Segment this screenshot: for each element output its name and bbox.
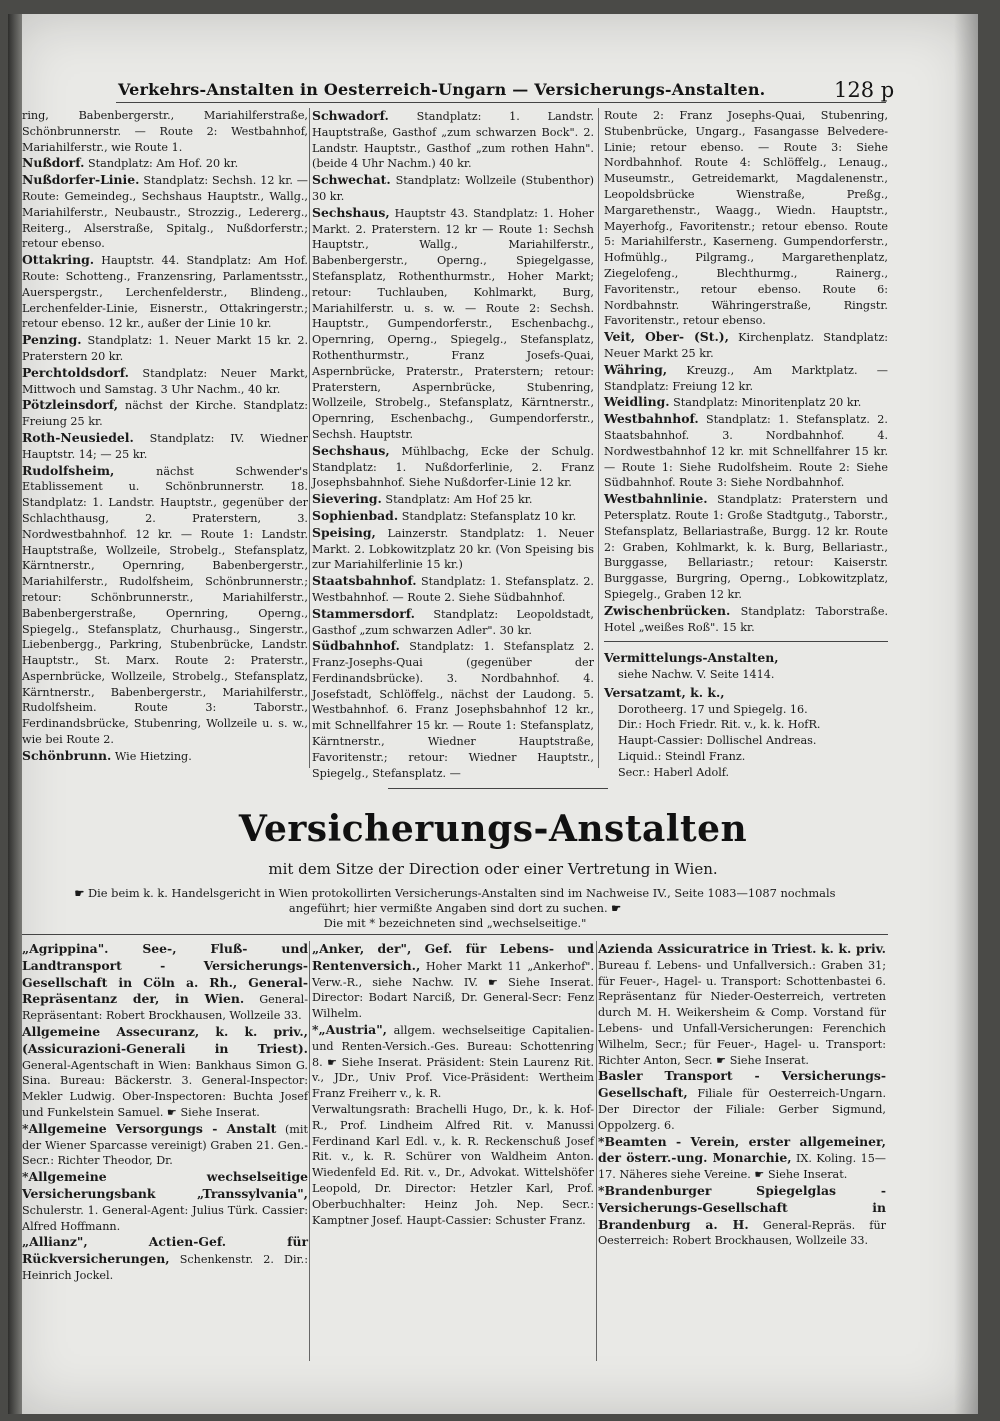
- entry: [22, 430, 308, 463]
- entry-text: allgem. wechselseitige Capitalien- und Renten-Versich.-Ges. Bureau: Schottenring 8. ☛ Siehe Inserat. Präsident: Stein Laurenz Rit. v., JDr., Univ Prof. Vice-Präsident: Wertheim Franz Freiherr v., k. R.: [312, 1023, 594, 1101]
- entry: [22, 365, 308, 398]
- header-rule: [116, 102, 886, 103]
- entry-title: Schwechat.: [312, 172, 391, 188]
- column-2: [312, 108, 594, 781]
- entry-title: Sechshaus,: [312, 204, 390, 220]
- insurance-column-3: [598, 941, 886, 1249]
- entry-text: Standplatz: Stefansplatz 10 kr.: [401, 509, 577, 523]
- entry-text: nächst der Kirche. Standplatz: Freiung 25 kr.: [22, 399, 308, 429]
- entry-title: Allgemeine Assecuranz, k. k. priv., (Assicurazioni-Generali in Triest).: [22, 1023, 308, 1056]
- entry: [22, 397, 308, 430]
- entry-text: Standplatz: IV. Wiedner Hauptstr. 14; — 25 kr.: [22, 431, 309, 461]
- entry-text: General-Agentschaft in Wien: Bankhaus Simon G. Sina. Bureau: Bäckerstr. 3. General-Inspector: Mekler Ludwig. Ober-Inspectoren: Buchta Josef und Funkelstein Samuel. ☛ Siehe Inserat.: [22, 1058, 308, 1119]
- entry: [22, 172, 308, 252]
- entry-title: Ottakring.: [22, 252, 95, 268]
- pointing-hand-icon: ☛: [74, 887, 85, 900]
- entry: [22, 332, 308, 365]
- entry-title: Versatzamt, k. k.,: [604, 684, 725, 700]
- entry: [598, 1134, 886, 1183]
- column-3-entries: [604, 108, 888, 635]
- entry-text: Standplatz: Leopoldstadt, Gasthof „zum schwarzen Adler". 30 kr.: [312, 607, 594, 637]
- entry-text: IX. Koling. 15—17. Näheres siehe Vereine. ☛ Siehe Inserat.: [598, 1152, 886, 1182]
- entry-title: Zwischenbrücken.: [604, 602, 731, 618]
- entry-text: Wie Hietzing.: [114, 749, 192, 763]
- entry-title: Nußdorfer-Linie.: [22, 172, 140, 188]
- entry-text: siehe Nachw. V. Seite 1414.: [618, 668, 775, 682]
- entry-title: „Anker, der", Gef. für Lebens- und Rentenversich.,: [312, 941, 594, 973]
- entry-title: *Allgemeine Versorgungs - Anstalt: [22, 1120, 277, 1136]
- entry-text: Liquid.: Steindl Franz.: [618, 750, 746, 764]
- entry-text: Standplatz: 1. Stefansplatz. 2. Westbahnhof. — Route 2. Siehe Südbahnhof.: [312, 575, 594, 604]
- entry-text: Schulerstr. 1. General-Agent: Julius Türk. Cassier: Alfred Hoffmann.: [22, 1203, 308, 1233]
- entry: [22, 1121, 308, 1169]
- running-header: Verkehrs-Anstalten in Oesterreich-Ungarn — Versicherungs-Anstalten.: [118, 80, 766, 99]
- entry-text: Hoher Markt 11 „Ankerhof". Verw.-R., siehe Nachw. IV. ☛ Siehe Inserat. Director: Bodart Narciß, Dr. General-Secr: Fenz Wilhelm.: [312, 959, 594, 1021]
- entry-title: Schönbrunn.: [22, 747, 112, 763]
- entry: [22, 463, 308, 748]
- column-3: [604, 108, 888, 781]
- entry: [312, 508, 594, 525]
- entry-title: *Beamten - Verein, erster allgemeiner, der österr.-ung. Monarchie,: [598, 1133, 886, 1166]
- entry-title: Sophienbad.: [312, 507, 399, 523]
- entry: [312, 172, 594, 205]
- entry: [604, 650, 888, 667]
- entry-text: nächst Schwender's Etablissement u. Schönbrunnerstr. 18. Standplatz: 1. Landstr. Hauptstr., gegenüber der Schlachthausg, 2. Praterstern, 3. Nordwestbahnhof. 12 kr. — Route 1: Landstr. Hauptstraße, Wollzeile, Strobelg., Stefansplatz, Kärntnerstr., Opernring, Babenbergerstr., Mariahilferstr., Rudolfsheim, Schönbrunnerstr.; retour: Schönbrunnerstr., Mariahilferstr., Babenbergerstraße, Opernring, Operng., Spiegelg., Stefansplatz, Churhausg., Singerstr., Liebenbergg., Parkring, Stubenbrücke, Landstr. Hauptstr., St. Marx. Route 2: Praterstr., Aspernbrücke, Wollzeile, Strobelg., Stefansplatz, Kärntnerstr., Babenbergerstr., Mariahilferstr., Rudolfsheim. Route 3: Taborstr., Ferdinandsbrücke, Stubenring, Wollzeile u. s. w., wie bei Route 2.: [22, 464, 308, 747]
- entry: [312, 205, 594, 443]
- entry-title: Schwadorf.: [312, 108, 389, 123]
- book-spine-shadow: [8, 14, 22, 1414]
- entry: [312, 491, 594, 508]
- entry: [22, 1024, 308, 1121]
- entry-text: Standplatz: Taborstraße. Hotel „weißes Roß". 15 kr.: [604, 604, 889, 634]
- entry-text: Verwaltungsrath: Brachelli Hugo, Dr., k. k. Hof-R., Prof. Lindheim Alfred Rit. v. Manussi Ferdinand Karl Edl. v., k. R. Reckenschuß Josef Rit. v., k. R. Schürer von Waldheim Anton. Wiedenfeld Ed. Rit. v., Dr., Advokat. Wittelshöfer Leopold, Dr. Director: Hetzler Karl, Prof. Oberbuchhalter: Heinz Joh. Nep. Secr.: Kamptner Josef. Haupt-Cassier: Schuster Franz.: [312, 1102, 594, 1227]
- entry-title: Währing,: [604, 361, 668, 377]
- entry-text: Dorotheerg. 17 und Spiegelg. 16.: [618, 702, 808, 716]
- note-line-2: angeführt; hier vermißte Angaben sind dort zu suchen.: [288, 901, 608, 915]
- entry-text: General-Repräs. für Oesterreich: Robert Brockhausen, Wollzeile 33.: [598, 1218, 887, 1248]
- entry-title: Veit, Ober- (St.),: [604, 329, 729, 345]
- entry-text: Standplatz: Minoritenplatz 20 kr.: [673, 396, 862, 410]
- entry: [312, 443, 594, 491]
- entry: [598, 1068, 886, 1133]
- entry-title: Südbahnhof.: [312, 638, 400, 654]
- entry: [604, 394, 888, 411]
- entry-text: Kreuzg., Am Marktplatz. — Standplatz: Freiung 12 kr.: [604, 363, 888, 393]
- column-divider: [309, 941, 310, 1361]
- entry: [312, 606, 594, 639]
- insurance-column-2: [312, 941, 594, 1228]
- page-edge-shadow: [954, 14, 978, 1414]
- entry-title: Basler Transport - Versicherungs-Gesellschaft,: [598, 1068, 886, 1101]
- entry-text: Mühlbachg, Ecke der Schulg. Standplatz: 1. Nußdorferlinie, 2. Franz Josephsbahnhof. Siehe Nußdorfer-Linie 12 kr.: [312, 444, 594, 490]
- entry-title: Speising,: [312, 524, 376, 540]
- entry-title: Perchtoldsdorf.: [22, 364, 129, 380]
- entry: [312, 1022, 594, 1102]
- entry-title: Sievering.: [312, 491, 382, 507]
- entry: [22, 941, 308, 1024]
- entry: [312, 108, 594, 172]
- entry-title: Westbahnlinie.: [604, 491, 708, 507]
- entry-text: General-Repräsentant: Robert Brockhausen, Wollzeile 33.: [22, 993, 308, 1023]
- entry: [22, 252, 308, 332]
- entry-text: Standplatz: Sechsh. 12 kr. — Route: Gemeindeg., Sechshaus Hauptstr., Wallg., Mariahilferstr., Neubaustr., Strozzig., Ledererg., Reiterg., Alserstraße, Spitalg., Nußdorferstr.; retour ebenso.: [22, 174, 308, 251]
- entry: [604, 362, 888, 395]
- section-note: [32, 886, 878, 931]
- entry-text: Lainzerstr. Standplatz: 1. Neuer Markt. 2. Lobkowitzplatz 20 kr. (Von Speising bis zur Mariahilferlinie 15 kr.): [312, 526, 594, 572]
- column-1: [22, 108, 308, 765]
- entry: [604, 685, 888, 702]
- entry-title: *Allgemeine wechselseitige Versicherungsbank „Transsylvania",: [22, 1169, 308, 1201]
- entry: [598, 941, 886, 1068]
- entry-text: Standplatz: 1. Stefansplatz 2. Franz-Josephs-Quai (gegenüber der Ferdinandsbrücke). 3. Nordbahnhof. 4. Josefstadt, Schlöffelg., nächst der Laudong. 5. Westbahnhof. 6. Franz Josephsbahnhof 12 kr., mit Schnellfahrer 15 kr. — Route 1: Stefansplatz, Kärntnerstr., Wiedner Hauptstraße, Favoritenstr.; retour: Wiedner Hauptstr., Spiegelg., Stefansplatz. —: [312, 640, 594, 780]
- entry-text: ring, Babenbergerstr., Mariahilferstraße, Schönbrunnerstr. — Route 2: Westbahnhof, Mariahilferstr., wie Route 1.: [22, 109, 308, 154]
- entry-text: Standplatz: Praterstern und Petersplatz. Route 1: Große Stadtgutg., Taborstr., Stefansplatz, Bellariastraße, Burgg. 12 kr. Route 2: Graben, Kohlmarkt, k. k. Burg, Bellariastr., Burggasse, Bellariastr.; retour: Kaiserstr. Burggasse, Burgring, Operng., Lobkowitzplatz, Spiegelg., Graben 12 kr.: [604, 493, 889, 601]
- entry-title: Azienda Assicuratrice in Triest. k. k. priv.: [598, 941, 886, 956]
- section-title: Versicherungs-Anstalten: [238, 808, 748, 850]
- pointing-hand-icon: ☛: [611, 902, 622, 915]
- entry: [604, 108, 888, 329]
- entry-title: Stammersdorf.: [312, 605, 415, 621]
- entry-title: „Allianz", Actien-Gef. für Rückversicherungen,: [22, 1234, 308, 1267]
- column-divider: [596, 941, 597, 1361]
- entry-text: Haupt-Cassier: Dollischel Andreas.: [618, 734, 817, 748]
- entry: [312, 525, 594, 573]
- entry-title: Penzing.: [22, 332, 82, 348]
- versatzamt-lines: [604, 702, 888, 781]
- note-line-3: Die mit * bezeichneten sind „wechselseitige.": [323, 916, 587, 930]
- insurance-column-1: [22, 941, 308, 1284]
- document-page: [8, 14, 978, 1414]
- section-rule: [22, 934, 888, 935]
- entry-text: Standplatz: Neuer Markt, Mittwoch und Samstag. 3 Uhr Nachm., 40 kr.: [22, 366, 308, 396]
- entry: [312, 573, 594, 606]
- entry: [604, 329, 888, 362]
- entry-title: Rudolfsheim,: [22, 462, 115, 478]
- entry-title: *Brandenburger Spiegelglas - Versicherungs-Gesellschaft in Brandenburg a. H.: [598, 1182, 886, 1232]
- entry-text: Dir.: Hoch Friedr. Rit. v., k. k. HofR.: [618, 718, 821, 732]
- entry: [312, 1102, 594, 1228]
- entry: [22, 155, 308, 172]
- section-subtitle: mit dem Sitze der Direction oder einer Vertretung in Wien.: [268, 860, 718, 878]
- entry-text: Standplatz: Am Hof. 20 kr.: [87, 157, 239, 171]
- entry-text: Standplatz: 1. Landstr. Hauptstraße, Gasthof „zum schwarzen Bock". 2. Landstr. Hauptstr., Gasthof „zum rothen Hahn". (beide 4 Uhr Nachm.) 40 kr.: [312, 110, 594, 171]
- entry: [22, 108, 308, 155]
- entry-title: Vermittelungs-Anstalten,: [604, 650, 779, 666]
- page-number: 128 p: [834, 78, 895, 102]
- entry-text: (mit der Wiener Sparcasse vereinigt) Graben 21. Gen.-Secr.: Richter Theodor, Dr.: [22, 1122, 308, 1168]
- entry: [312, 941, 594, 1022]
- note-line-1: Die beim k. k. Handelsgericht in Wien protokollirten Versicherungs-Anstalten sind im Nachweise IV., Seite 1083—1087 nochmals: [88, 886, 836, 900]
- entry-text: Standplatz: 1. Neuer Markt 15 kr. 2. Praterstern 20 kr.: [22, 334, 308, 363]
- entry-text: Filiale für Oesterreich-Ungarn. Der Director der Filiale: Gerber Sigmund, Oppolzerg. 6.: [598, 1087, 887, 1132]
- entry-text: Hauptstr 43. Standplatz: 1. Hoher Markt. 2. Praterstern. 12 kr — Route 1: Sechsh Hauptstr., Wallg., Mariahilferstr., Babenbergerstr., Operng., Spiegelgasse, Stefansplatz, Rothenthurmstr., Hoher Markt; retour: Tuchlauben, Kohlmarkt, Burg, Mariahilferstr. u. s. w. — Route 2: Sechsh. Hauptstr., Gumpendorferstr., Eschenbachg., Opernring, Operng., Spiegelg., Stefansplatz, Rothenthurmstr., Franz Josefs-Quai, Aspernbrücke, Praterstr., Praterstern; retour: Praterstern, Aspernbrücke, Stubenring, Wollzeile, Strobelg., Stefansplatz, Kärntnerstr., Opernring, Eschenbachg., Gumpendorferstr., Sechsh. Hauptstr.: [312, 206, 594, 441]
- entry-text: Secr.: Haberl Adolf.: [618, 765, 730, 779]
- entry-title: Staatsbahnhof.: [312, 573, 417, 589]
- entry-text: Schenkenstr. 2. Dir.: Heinrich Jockel.: [22, 1253, 308, 1282]
- entry-title: Roth-Neusiedel.: [22, 429, 134, 445]
- section-rule: [604, 641, 888, 642]
- section-divider: [388, 788, 608, 789]
- entry-title: „Agrippina". See-, Fluß- und Landtransport - Versicherungs-Gesellschaft in Cöln a. Rh., General-Repräsentanz der, in Wien.: [22, 941, 308, 1007]
- entry: [604, 603, 888, 636]
- entry-text: Standplatz: Am Hof 25 kr.: [385, 493, 533, 507]
- entry-text: Bureau f. Lebens- und Unfallversich.: Graben 31; für Feuer-, Hagel- u. Transport: Schottenbastei 6. Repräsentanz für Nieder-Oesterreich, vertreten durch M. H. Weikersheim & Comp. Vorstand für Lebens- und Unfall-Versicherungen: Ferenchich Wilhelm, Secr.; für Feuer-, Hagel- u. Transport: Richter Anton, Secr. ☛ Siehe Inserat.: [598, 958, 886, 1067]
- entry-text: Kirchenplatz. Standplatz: Neuer Markt 25 kr.: [604, 331, 888, 360]
- entry: [22, 1234, 308, 1283]
- entry: [312, 638, 594, 781]
- entry-title: *„Austria",: [312, 1021, 387, 1037]
- entry-title: Nußdorf.: [22, 155, 85, 171]
- column-divider: [309, 108, 310, 768]
- entry-title: Weidling.: [604, 394, 670, 410]
- column-divider: [598, 108, 599, 768]
- entry-text: Hauptstr. 44. Standplatz: Am Hof. Route: Schotteng., Franzensring, Parlamentsstr., Auerspergstr., Lerchenfelderstr., Blindeng., Lerchenfelder-Linie, Eisnerstr., Ottakringerstr.; retour ebenso. 12 kr., außer der Linie 10 kr.: [22, 254, 308, 331]
- entry-title: Sechshaus,: [312, 442, 390, 458]
- entry: [604, 491, 888, 603]
- entry-text: Standplatz: 1. Stefansplatz. 2. Staatsbahnhof. 3. Nordbahnhof. 4. Nordwestbahnhof 12 kr. mit Schnellfahrer 15 kr. — Route 1: Siehe Rudolfsheim. Route 2: Siehe Südbahnhof. Route 3: Siehe Nordbahnhof.: [604, 413, 888, 490]
- entry-text: Route 2: Franz Josephs-Quai, Stubenring, Stubenbrücke, Ungarg., Fasangasse Belvedere-Linie; retour ebenso. — Route 3: Siehe Nordbahnhof. Route 4: Schlöffelg., Lenaug., Museumstr., Getreidemarkt, Magdalenenstr., Leopoldsbrücke Wienstraße, Preßg., Margarethenstr., Waagg., Wiedn. Hauptstr., Mayerhofg., Favoritenstr.; retour ebenso. Route 5: Mariahilferstr., Kaserneng. Gumpendorferstr., Hofmühlg., Pilgramg., Margarethenplatz, Ziegelofeng., Blechthurmg., Rainerg., Favoritenstr., retour ebenso. Route 6: Nordbahnstr. Währingerstraße, Ringstr. Favoritenstr., retour ebenso.: [604, 109, 888, 328]
- entry: [22, 1169, 308, 1234]
- entry: [598, 1183, 886, 1249]
- entry-title: Westbahnhof.: [604, 411, 699, 427]
- entry: [604, 411, 888, 491]
- entry-text: Standplatz: Wollzeile (Stubenthor) 30 kr.: [312, 174, 594, 203]
- entry-title: Pötzleinsdorf,: [22, 397, 119, 413]
- entry: [22, 748, 308, 765]
